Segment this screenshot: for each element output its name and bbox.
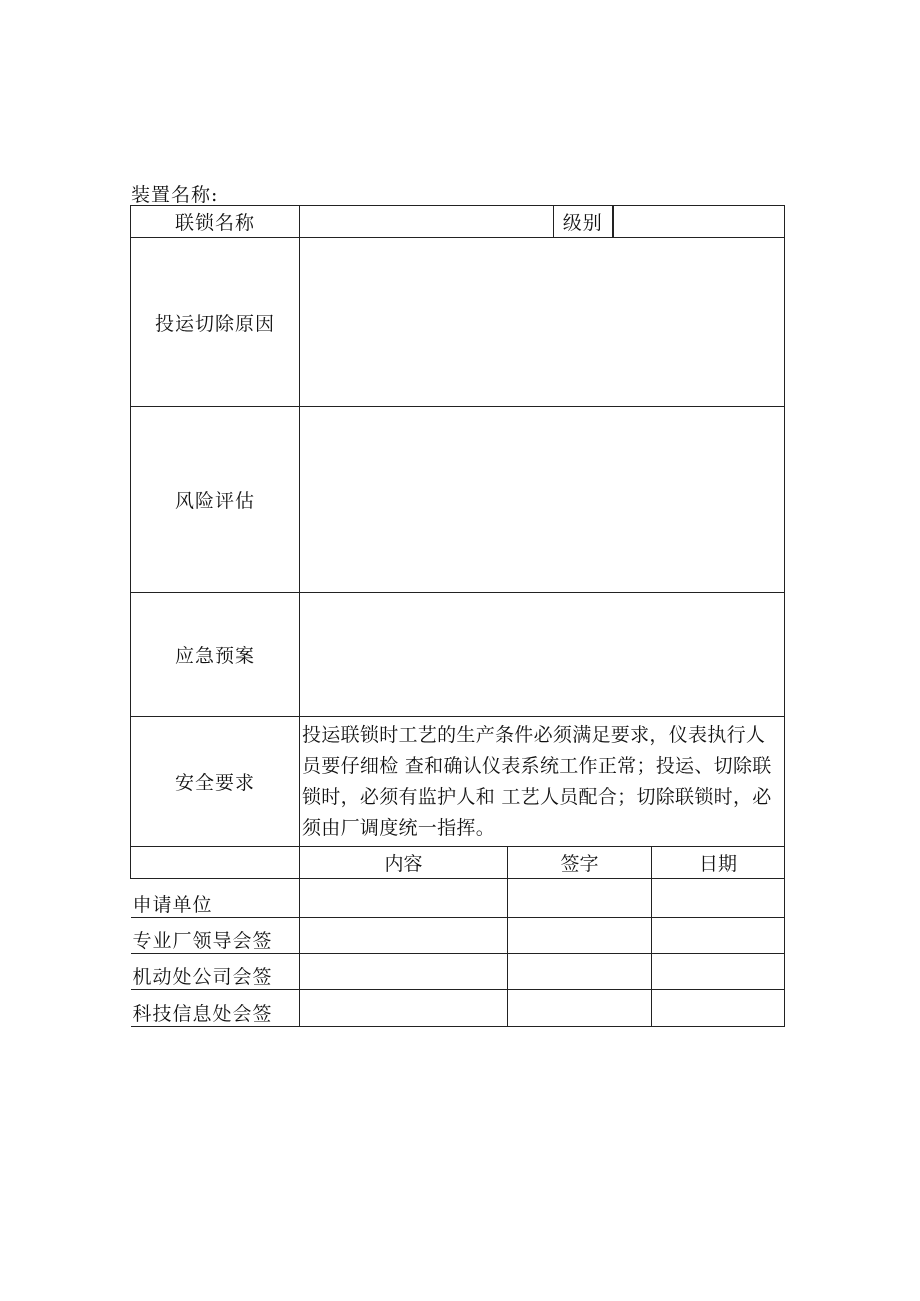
interlock-main-table (130, 205, 785, 847)
signature-cell[interactable] (508, 954, 652, 990)
safety-row (131, 717, 785, 847)
interlock-name-field[interactable] (300, 206, 554, 238)
safety-label: 安全要求 (131, 717, 300, 847)
signoff-row-label: 机动处公司会签 (131, 954, 300, 990)
signoff-table (130, 846, 785, 1027)
content-header: 内容 (300, 847, 508, 879)
signature-cell[interactable] (508, 990, 652, 1027)
risk-row (131, 407, 785, 593)
safety-requirements-text: 投运联锁时工艺的生产条件必须满足要求，仪表执行人员要仔细检 查和确认仪表系统工作正常；投运、切除联锁时，必须有监护人和 工艺人员配合；切除联锁时，必须由厂调度统一指挥。 (300, 717, 785, 847)
content-cell[interactable] (300, 954, 508, 990)
risk-field[interactable] (300, 407, 785, 593)
content-cell[interactable] (300, 879, 508, 918)
date-cell[interactable] (652, 990, 785, 1027)
signature-cell[interactable] (508, 879, 652, 918)
level-field[interactable] (613, 206, 785, 238)
plan-label: 应急预案 (131, 593, 300, 717)
date-cell[interactable] (652, 918, 785, 954)
signoff-row-tech-info-dept (131, 990, 785, 1027)
date-cell[interactable] (652, 954, 785, 990)
reason-label: 投运切除原因 (131, 238, 300, 407)
content-cell[interactable] (300, 990, 508, 1027)
signoff-corner-cell (131, 847, 300, 879)
signoff-row-applicant (131, 879, 785, 918)
level-label: 级别 (554, 206, 613, 238)
interlock-form (130, 205, 784, 1027)
signoff-row-label: 科技信息处会签 (131, 990, 300, 1027)
reason-row (131, 238, 785, 407)
signoff-row-label: 专业厂领导会签 (131, 918, 300, 954)
signoff-row-plant-leader (131, 918, 785, 954)
signature-cell[interactable] (508, 918, 652, 954)
date-cell[interactable] (652, 879, 785, 918)
date-header: 日期 (652, 847, 785, 879)
interlock-name-row (131, 206, 785, 238)
signoff-row-mechanical-dept (131, 954, 785, 990)
plan-field[interactable] (300, 593, 785, 717)
signoff-header-row (131, 847, 785, 879)
reason-field[interactable] (300, 238, 785, 407)
interlock-name-label: 联锁名称 (131, 206, 300, 238)
signoff-row-label: 申请单位 (131, 879, 300, 918)
content-cell[interactable] (300, 918, 508, 954)
plan-row (131, 593, 785, 717)
device-name-label: 装置名称: (131, 184, 219, 206)
risk-label: 风险评估 (131, 407, 300, 593)
signature-header: 签字 (508, 847, 652, 879)
